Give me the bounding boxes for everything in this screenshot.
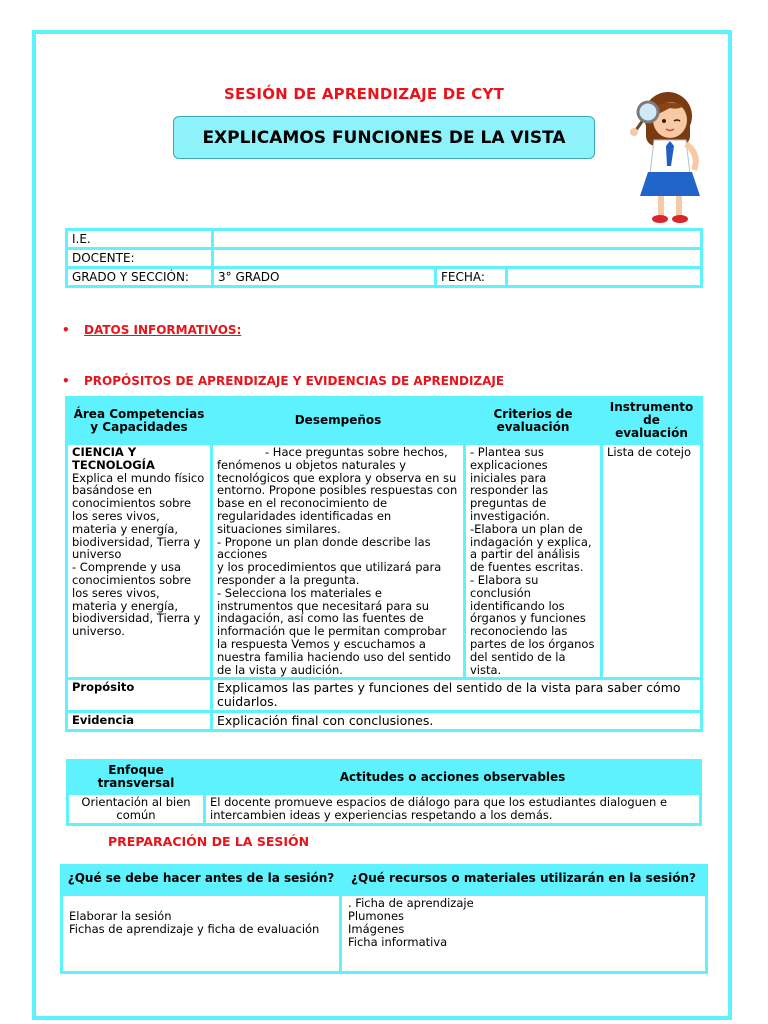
area-cell [68, 445, 210, 677]
recurso-item: . Ficha de aprendizaje [348, 896, 474, 910]
ie-label: I.E. [68, 231, 211, 247]
desempenos-cell [213, 445, 463, 677]
recurso-item: Plumones [348, 909, 405, 923]
section-propositos-label: PROPÓSITOS DE APRENDIZAJE Y EVIDENCIAS DE APRENDIZAJE [84, 374, 505, 388]
criterio-line: -Elabora un plan de indagación y explica, a partir del análisis de fuentes escritas. [470, 521, 592, 575]
evidencia-text: Explicación final con conclusiones. [213, 713, 700, 729]
header-antes: ¿Qué se debe hacer antes de la sesión? [63, 867, 339, 893]
info-row-grado [68, 269, 700, 285]
enfoque-table [66, 759, 702, 826]
docente-label: DOCENTE: [68, 250, 211, 266]
enfoque-content-row [69, 795, 699, 823]
desempeno-line: - Propone un plan donde describe las acciones [217, 534, 431, 562]
antes-item: Elaborar la sesión [69, 909, 172, 923]
grado-value: 3° GRADO [214, 269, 434, 285]
desempeno-line: - Selecciona los materiales e instrumentos que necesitará para su indagación, así como las fuentes de información que le permitan comprobar la respuesta Vemos y escuchamos a nuestra familia haciendo uso del sentido de la vista y audición. [217, 585, 451, 677]
propositos-table [65, 396, 703, 732]
grado-label: GRADO Y SECCIÓN: [68, 269, 211, 285]
info-table [65, 228, 703, 288]
header-enfoque: Enfoque transversal [69, 762, 203, 792]
recurso-item: Imágenes [348, 922, 405, 936]
session-title: SESIÓN DE APRENDIZAJE DE CYT [223, 85, 505, 103]
proposito-text: Explicamos las partes y funciones del sentido de la vista para saber cómo cuidarlos. [213, 680, 700, 710]
preparacion-table [60, 864, 708, 974]
info-row-ie [68, 231, 700, 247]
docente-value [214, 250, 700, 266]
actitud-value: El docente promueve espacios de diálogo para que los estudiantes dialoguen e intercambien ideas y experiencias respetando a los demás. [206, 795, 699, 823]
desempeno-line: y los procedimientos que utilizará para responder a la pregunta. [217, 560, 442, 587]
criterios-cell [466, 445, 600, 677]
antes-item: Fichas de aprendizaje y ficha de evaluación [69, 922, 320, 936]
section-propositos: • PROPÓSITOS DE APRENDIZAJE Y EVIDENCIAS DE APRENDIZAJE [62, 374, 505, 388]
girl-magnifier-illustration [620, 88, 720, 228]
proposito-label: Propósito [68, 680, 210, 710]
preparacion-header-row [63, 867, 705, 893]
section-datos: • DATOS INFORMATIVOS: [62, 323, 242, 337]
session-subtitle: EXPLICAMOS FUNCIONES DE LA VISTA [202, 127, 566, 148]
area-title: CIENCIA Y TECNOLOGÍA [72, 445, 155, 472]
propositos-header-row [68, 399, 700, 442]
header-actitudes: Actitudes o acciones observables [206, 762, 699, 792]
area-line: - Comprende y usa conocimientos sobre los seres vivos, materia y energía, biodiversidad, Tierra y universo. [72, 560, 201, 639]
session-subtitle-box [173, 116, 595, 159]
header-recursos: ¿Qué recursos o materiales utilizarán en la sesión? [342, 867, 705, 893]
fecha-value [508, 269, 700, 285]
antes-cell [63, 896, 339, 971]
header-criterios: Criterios de evaluación [466, 399, 600, 442]
proposito-row [68, 680, 700, 710]
enfoque-header-row [69, 762, 699, 792]
desempeno-line: - Hace preguntas sobre hechos, fenómenos u objetos naturales y tecnológicos que explora y observa en su entorno. Propone posibles respuestas con base en el reconocimiento de regularidades identificadas en situaciones similares. [217, 445, 458, 536]
section-preparacion: PREPARACIÓN DE LA SESIÓN [108, 834, 310, 849]
recursos-cell [342, 896, 705, 971]
criterio-line: - Elabora su conclusión identificando los órganos y funciones reconociendo las partes de los órganos del sentido de la vista. [470, 572, 595, 677]
section-datos-label: DATOS INFORMATIVOS: [84, 323, 242, 337]
recurso-item: Ficha informativa [348, 935, 448, 949]
ie-value [214, 231, 700, 247]
propositos-content-row [68, 445, 700, 677]
header-instrumento: Instrumento de evaluación [603, 399, 700, 442]
area-line: Explica el mundo físico basándose en conocimientos sobre los seres vivos, materia y energía, biodiversidad, Tierra y universo [72, 470, 205, 562]
header-area: Área Competencias y Capacidades [68, 399, 210, 442]
evidencia-label: Evidencia [68, 713, 210, 729]
fecha-label: FECHA: [437, 269, 505, 285]
evidencia-row [68, 713, 700, 729]
criterio-line: - Plantea sus explicaciones iniciales para responder las preguntas de investigación. [470, 445, 550, 523]
enfoque-value: Orientación al bien común [69, 795, 203, 823]
header-desempenos: Desempeños [213, 399, 463, 442]
instrumento-cell: Lista de cotejo [603, 445, 700, 677]
preparacion-content-row [63, 896, 705, 971]
info-row-docente [68, 250, 700, 266]
